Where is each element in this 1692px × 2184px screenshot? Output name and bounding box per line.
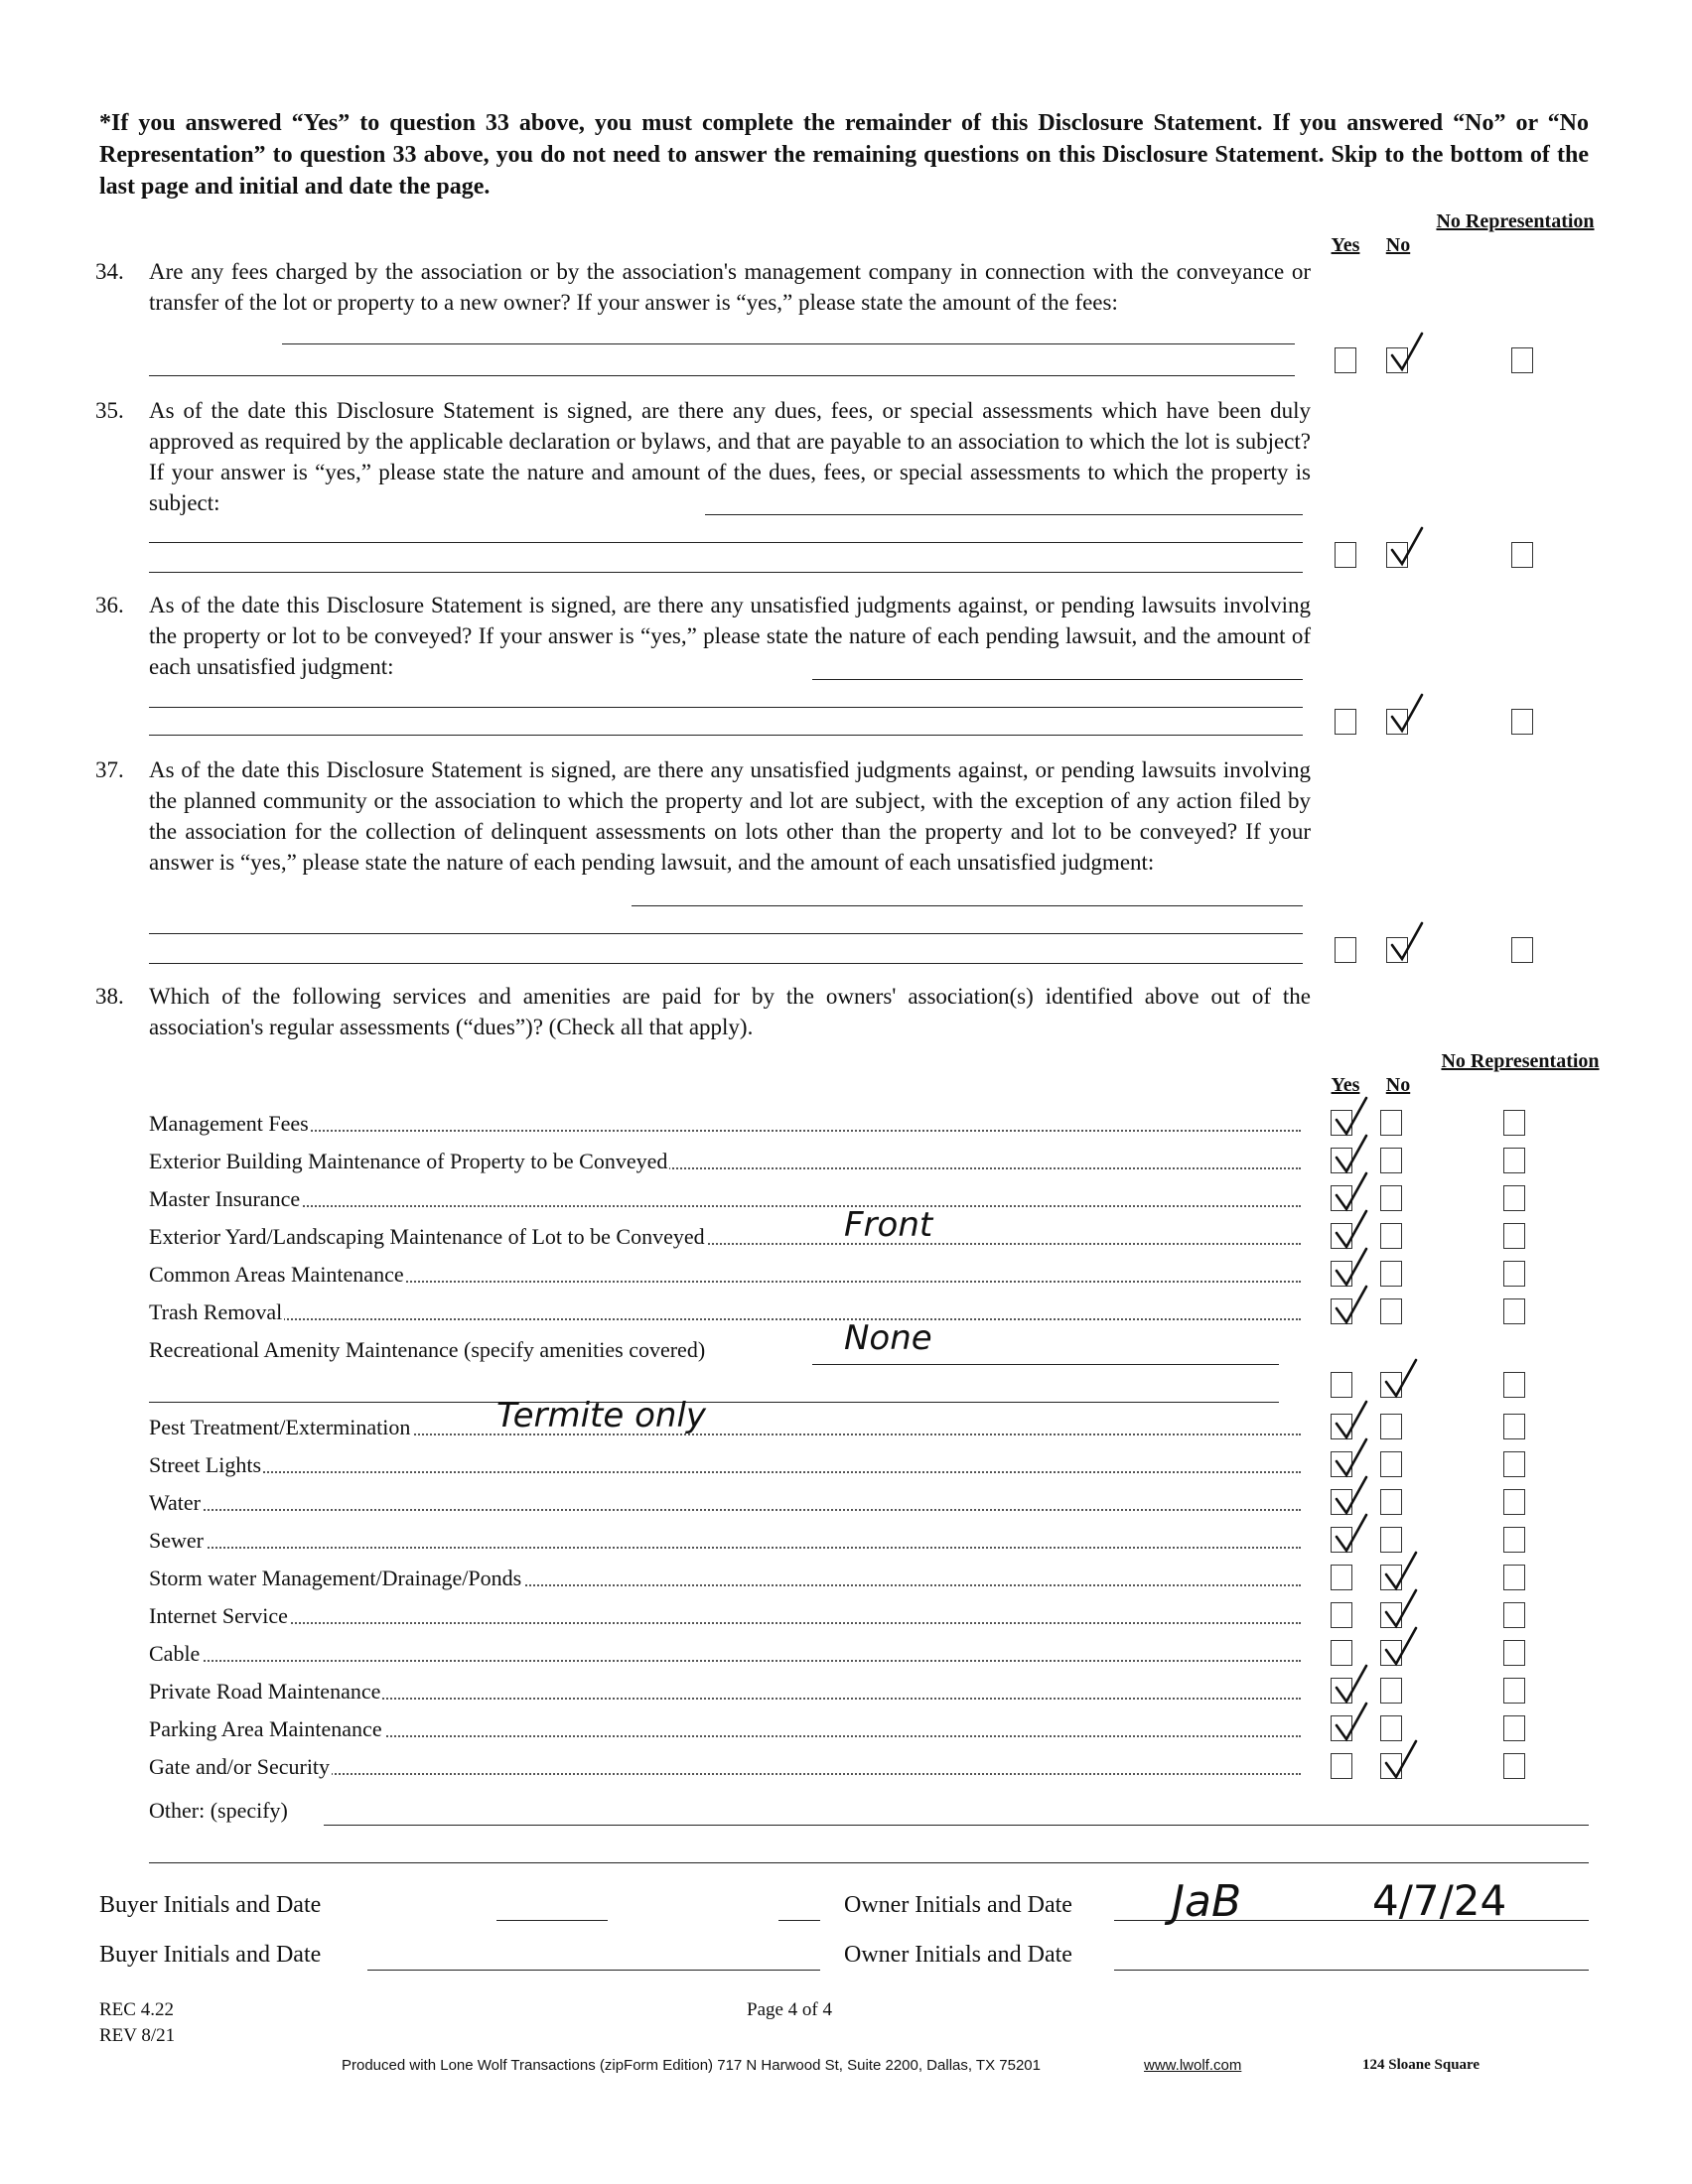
answer-line[interactable] bbox=[149, 963, 1303, 964]
col-header-no: No bbox=[1385, 234, 1411, 256]
handwritten-note: Front bbox=[844, 1205, 933, 1245]
service-no-rep-checkbox[interactable] bbox=[1503, 1753, 1525, 1779]
service-label: Private Road Maintenance bbox=[149, 1679, 381, 1704]
service-no-rep-checkbox[interactable] bbox=[1503, 1414, 1525, 1439]
service-no-rep-checkbox[interactable] bbox=[1503, 1640, 1525, 1666]
service-yes-checkbox[interactable] bbox=[1331, 1414, 1352, 1439]
service-no-checkbox[interactable] bbox=[1380, 1148, 1402, 1173]
service-row bbox=[149, 1602, 1301, 1630]
answer-line[interactable] bbox=[149, 375, 1295, 376]
service-label: Gate and/or Security bbox=[149, 1754, 331, 1779]
q35-yes-checkbox[interactable] bbox=[1335, 542, 1356, 568]
service-label: Sewer bbox=[149, 1528, 204, 1553]
service-no-rep-checkbox[interactable] bbox=[1503, 1261, 1525, 1287]
service-yes-checkbox[interactable] bbox=[1331, 1185, 1352, 1211]
question-text: Which of the following services and amenities are paid for by the owners' association(s) identified above out of the association's regular assessments (“dues”)? (Check all that apply). bbox=[149, 984, 1311, 1039]
leader-dots bbox=[149, 1547, 1301, 1549]
leader-dots bbox=[149, 1205, 1301, 1207]
producer-notice: Produced with Lone Wolf Transactions (zipForm Edition) 717 N Harwood St, Suite 2200, Dallas, TX 75201 bbox=[342, 2057, 1041, 2074]
service-no-checkbox[interactable] bbox=[1380, 1565, 1402, 1590]
question-text: As of the date this Disclosure Statement is signed, are there any dues, fees, or special assessments which have been duly approved as required by the applicable declaration or bylaws, and that are payable to an association to which the lot is subject? If your answer is “yes,” please state the nature and amount of the dues, fees, or special assessments to which the property is subject: bbox=[149, 398, 1311, 515]
service-label: Master Insurance bbox=[149, 1186, 301, 1211]
service-row bbox=[149, 1527, 1301, 1555]
answer-line[interactable] bbox=[149, 542, 1303, 543]
answer-line[interactable] bbox=[812, 679, 1303, 680]
service-yes-checkbox[interactable] bbox=[1331, 1527, 1352, 1553]
specify-line[interactable] bbox=[149, 1402, 1279, 1403]
service-no-rep-checkbox[interactable] bbox=[1503, 1565, 1525, 1590]
service-no-checkbox[interactable] bbox=[1380, 1298, 1402, 1324]
q34-no-checkbox[interactable] bbox=[1386, 347, 1408, 373]
service-label: Street Lights bbox=[149, 1452, 262, 1477]
service-label: Exterior Building Maintenance of Property to be Conveyed bbox=[149, 1149, 668, 1173]
answer-line[interactable] bbox=[149, 933, 1303, 934]
handwritten-note: None bbox=[844, 1318, 932, 1358]
question-text: Are any fees charged by the association or by the association's management company in connection with the conveyance or transfer of the lot or property to a new owner? If your answer is “yes,” please state the amount of the fees: bbox=[149, 259, 1311, 315]
service-label: Management Fees bbox=[149, 1111, 309, 1136]
q35-no-checkbox[interactable] bbox=[1386, 542, 1408, 568]
leader-dots bbox=[149, 1660, 1301, 1662]
service-label: Internet Service bbox=[149, 1603, 288, 1628]
buyer-date-line[interactable] bbox=[778, 1920, 820, 1921]
service-yes-checkbox[interactable] bbox=[1331, 1298, 1352, 1324]
question-number: 38. bbox=[95, 984, 124, 1009]
service-yes-checkbox[interactable] bbox=[1331, 1715, 1352, 1741]
service-yes-checkbox[interactable] bbox=[1331, 1110, 1352, 1136]
service-yes-checkbox[interactable] bbox=[1331, 1753, 1352, 1779]
leader-dots bbox=[149, 1130, 1301, 1132]
answer-line[interactable] bbox=[149, 572, 1303, 573]
other-specify-line[interactable] bbox=[324, 1825, 1589, 1826]
service-no-checkbox[interactable] bbox=[1380, 1602, 1402, 1628]
other-specify-label: Other: (specify) bbox=[149, 1798, 288, 1823]
service-no-checkbox[interactable] bbox=[1380, 1110, 1402, 1136]
q37-no-checkbox[interactable] bbox=[1386, 937, 1408, 963]
owner-initials-label: Owner Initials and Date bbox=[844, 1942, 1072, 1968]
q36-yes-checkbox[interactable] bbox=[1335, 709, 1356, 735]
leader-dots bbox=[149, 1509, 1301, 1511]
service-no-rep-checkbox[interactable] bbox=[1503, 1678, 1525, 1704]
service-label: Common Areas Maintenance bbox=[149, 1262, 404, 1287]
service-label: Storm water Management/Drainage/Ponds bbox=[149, 1566, 522, 1590]
service-no-rep-checkbox[interactable] bbox=[1503, 1110, 1525, 1136]
service-yes-checkbox[interactable] bbox=[1331, 1640, 1352, 1666]
service-yes-checkbox[interactable] bbox=[1331, 1565, 1352, 1590]
service-no-checkbox[interactable] bbox=[1380, 1451, 1402, 1477]
answer-line[interactable] bbox=[149, 735, 1303, 736]
service-yes-checkbox[interactable] bbox=[1331, 1372, 1352, 1398]
service-yes-checkbox[interactable] bbox=[1331, 1223, 1352, 1249]
service-no-checkbox[interactable] bbox=[1380, 1715, 1402, 1741]
service-label: Pest Treatment/Extermination bbox=[149, 1415, 411, 1439]
service-yes-checkbox[interactable] bbox=[1331, 1451, 1352, 1477]
q34-yes-checkbox[interactable] bbox=[1335, 347, 1356, 373]
service-no-rep-checkbox[interactable] bbox=[1503, 1451, 1525, 1477]
owner-date-handwritten: 4/7/24 bbox=[1372, 1876, 1507, 1925]
handwritten-note: Termite only bbox=[496, 1396, 707, 1435]
service-row bbox=[149, 1336, 1301, 1364]
service-label: Exterior Yard/Landscaping Maintenance of Lot to be Conveyed bbox=[149, 1224, 705, 1249]
service-no-checkbox[interactable] bbox=[1380, 1261, 1402, 1287]
question-text: As of the date this Disclosure Statement is signed, are there any unsatisfied judgments against, or pending lawsuits involving the property or lot to be conveyed? If your answer is “yes,” please state the nature of each pending lawsuit, and the amount of each unsatisfied judgment: bbox=[149, 593, 1311, 679]
form-number: REC 4.22 bbox=[99, 1999, 174, 2020]
leader-dots bbox=[149, 1471, 1301, 1473]
service-no-checkbox[interactable] bbox=[1380, 1527, 1402, 1553]
answer-line[interactable] bbox=[149, 707, 1303, 708]
service-label: Cable bbox=[149, 1641, 201, 1666]
producer-link[interactable]: www.lwolf.com bbox=[1144, 2057, 1242, 2074]
col-header-no-representation: No Representation bbox=[1436, 210, 1595, 232]
service-no-checkbox[interactable] bbox=[1380, 1678, 1402, 1704]
answer-line[interactable] bbox=[632, 905, 1303, 906]
service-no-rep-checkbox[interactable] bbox=[1503, 1298, 1525, 1324]
service-yes-checkbox[interactable] bbox=[1331, 1602, 1352, 1628]
service-row bbox=[149, 1298, 1301, 1326]
col-header-yes: Yes bbox=[1331, 234, 1360, 256]
col-header-no-representation: No Representation bbox=[1441, 1050, 1600, 1072]
service-row bbox=[149, 1678, 1301, 1706]
owner-initials-label: Owner Initials and Date bbox=[844, 1892, 1072, 1918]
service-row bbox=[149, 1185, 1301, 1213]
service-row bbox=[149, 1223, 1301, 1251]
answer-line[interactable] bbox=[705, 514, 1303, 515]
q37-yes-checkbox[interactable] bbox=[1335, 937, 1356, 963]
question-number: 37. bbox=[95, 757, 124, 782]
q34-no-rep-checkbox[interactable] bbox=[1511, 347, 1533, 373]
service-row bbox=[149, 1261, 1301, 1289]
service-row bbox=[149, 1414, 1301, 1441]
q35-no-rep-checkbox[interactable] bbox=[1511, 542, 1533, 568]
q36-no-checkbox[interactable] bbox=[1386, 709, 1408, 735]
service-row bbox=[149, 1148, 1301, 1175]
service-label: Trash Removal bbox=[149, 1299, 283, 1324]
service-no-rep-checkbox[interactable] bbox=[1503, 1602, 1525, 1628]
specify-line[interactable] bbox=[812, 1364, 1279, 1365]
service-no-rep-checkbox[interactable] bbox=[1503, 1223, 1525, 1249]
service-no-checkbox[interactable] bbox=[1380, 1414, 1402, 1439]
buyer-initials-line[interactable] bbox=[496, 1920, 608, 1921]
service-label: Parking Area Maintenance bbox=[149, 1716, 382, 1741]
owner-initials-line[interactable] bbox=[1114, 1970, 1589, 1971]
other-specify-row bbox=[149, 1797, 1301, 1825]
service-row bbox=[149, 1110, 1301, 1138]
question-38 bbox=[95, 981, 1311, 1042]
question-34 bbox=[95, 256, 1311, 318]
q36-no-rep-checkbox[interactable] bbox=[1511, 709, 1533, 735]
leader-dots bbox=[149, 1622, 1301, 1624]
other-specify-line[interactable] bbox=[149, 1862, 1589, 1863]
service-row bbox=[149, 1715, 1301, 1743]
intro-instructions: *If you answered “Yes” to question 33 above, you must complete the remainder of this Disclosure Statement. If you answered “No” or “No Representation” to question 33 above, you do not need to answer the remaining questions on this Disclosure Statement. Skip to the bottom of the last page and initial and date the page. bbox=[99, 110, 1589, 200]
form-revision: REV 8/21 bbox=[99, 2025, 176, 2046]
leader-dots bbox=[149, 1318, 1301, 1320]
question-36 bbox=[95, 590, 1311, 682]
question-number: 34. bbox=[95, 259, 124, 284]
service-row bbox=[149, 1640, 1301, 1668]
service-label: Water bbox=[149, 1490, 201, 1515]
buyer-initials-label: Buyer Initials and Date bbox=[99, 1942, 322, 1968]
service-yes-checkbox[interactable] bbox=[1331, 1261, 1352, 1287]
service-no-checkbox[interactable] bbox=[1380, 1753, 1402, 1779]
service-row bbox=[149, 1753, 1301, 1781]
service-yes-checkbox[interactable] bbox=[1331, 1678, 1352, 1704]
q37-no-rep-checkbox[interactable] bbox=[1511, 937, 1533, 963]
owner-initials-handwritten: JaB bbox=[1172, 1876, 1242, 1927]
service-no-checkbox[interactable] bbox=[1380, 1223, 1402, 1249]
service-no-rep-checkbox[interactable] bbox=[1503, 1715, 1525, 1741]
buyer-initials-label: Buyer Initials and Date bbox=[99, 1892, 322, 1918]
page-number: Page 4 of 4 bbox=[747, 1999, 833, 2020]
service-no-rep-checkbox[interactable] bbox=[1503, 1527, 1525, 1553]
service-no-checkbox[interactable] bbox=[1380, 1185, 1402, 1211]
service-row bbox=[149, 1451, 1301, 1479]
service-row bbox=[149, 1489, 1301, 1517]
question-text: As of the date this Disclosure Statement is signed, are there any unsatisfied judgments against, or pending lawsuits involving the planned community or the association to which the property and lot are subject, with the exception of any action filed by the association for the collection of delinquent assessments on lots other than the property and lot to be conveyed? If your answer is “yes,” please state the nature of each pending lawsuit, and the amount of each unsatisfied judgment: bbox=[149, 757, 1311, 875]
question-number: 36. bbox=[95, 593, 124, 617]
service-no-rep-checkbox[interactable] bbox=[1503, 1372, 1525, 1398]
service-no-rep-checkbox[interactable] bbox=[1503, 1185, 1525, 1211]
question-number: 35. bbox=[95, 398, 124, 423]
service-no-rep-checkbox[interactable] bbox=[1503, 1148, 1525, 1173]
service-no-checkbox[interactable] bbox=[1380, 1489, 1402, 1515]
service-label: Recreational Amenity Maintenance (specify amenities covered) bbox=[149, 1337, 706, 1362]
col-header-no: No bbox=[1385, 1074, 1411, 1096]
service-row bbox=[149, 1565, 1301, 1592]
service-yes-checkbox[interactable] bbox=[1331, 1489, 1352, 1515]
service-no-checkbox[interactable] bbox=[1380, 1372, 1402, 1398]
service-yes-checkbox[interactable] bbox=[1331, 1148, 1352, 1173]
property-address: 124 Sloane Square bbox=[1362, 2057, 1480, 2073]
col-header-yes: Yes bbox=[1331, 1074, 1360, 1096]
answer-line[interactable] bbox=[282, 343, 1295, 344]
buyer-initials-line[interactable] bbox=[367, 1970, 820, 1971]
service-no-rep-checkbox[interactable] bbox=[1503, 1489, 1525, 1515]
question-35 bbox=[95, 395, 1311, 518]
service-no-checkbox[interactable] bbox=[1380, 1640, 1402, 1666]
question-37 bbox=[95, 754, 1311, 878]
